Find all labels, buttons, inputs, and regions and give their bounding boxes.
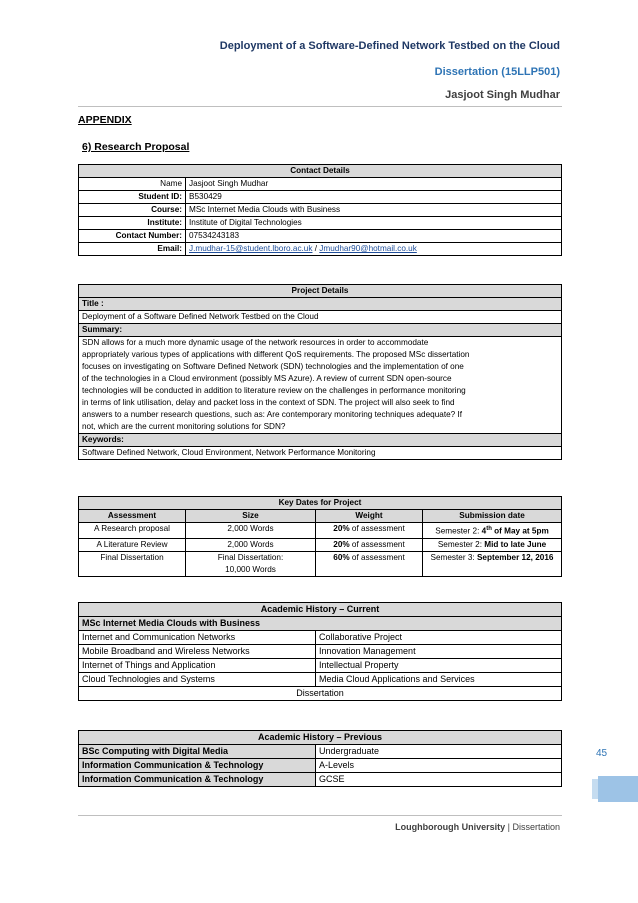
footer-divider bbox=[78, 815, 562, 816]
module-cell: Cloud Technologies and Systems bbox=[79, 673, 316, 687]
table-row bbox=[79, 191, 562, 204]
name-value: Jasjoot Singh Mudhar bbox=[186, 178, 562, 191]
header-title: Deployment of a Software-Defined Network Testbed on the Cloud bbox=[219, 40, 560, 52]
header-module: Dissertation (15LLP501) bbox=[434, 66, 560, 78]
summary-line: in terms of link utilisation, delay and packet loss in the context of SDN. The project will also seek to find bbox=[82, 398, 455, 407]
size-line: 10,000 Words bbox=[225, 564, 276, 574]
summary-line: focuses on investigating on Software Defined Network (SDN) technologies and the implementation of one bbox=[82, 362, 464, 371]
footer-university: Loughborough University bbox=[395, 822, 506, 832]
date-semester: Semester 3: bbox=[430, 552, 477, 562]
date-rest: of May at 5pm bbox=[491, 526, 549, 536]
assessment-cell: A Literature Review bbox=[79, 538, 186, 551]
table-row bbox=[79, 645, 562, 659]
qualification-cell: Information Communication & Technology bbox=[79, 759, 316, 773]
level-cell: A-Levels bbox=[316, 759, 562, 773]
header-author: Jasjoot Singh Mudhar bbox=[445, 89, 560, 101]
date-suffix: th bbox=[486, 526, 492, 532]
course-value: MSc Internet Media Clouds with Business bbox=[186, 204, 562, 217]
size-cell: 2,000 Words bbox=[186, 523, 316, 539]
module-cell: Internet of Things and Application bbox=[79, 659, 316, 673]
summary-line: SDN allows for a much more dynamic usage of the network resources in order to accommodate bbox=[82, 338, 429, 347]
col-submission-date: Submission date bbox=[423, 510, 562, 523]
email-link-student[interactable]: J.mudhar-15@student.lboro.ac.uk bbox=[189, 244, 313, 253]
email-separator: / bbox=[312, 244, 320, 253]
col-weight: Weight bbox=[316, 510, 423, 523]
size-line: Final Dissertation: bbox=[217, 552, 284, 562]
contact-number-label: Contact Number: bbox=[79, 230, 186, 243]
footer bbox=[395, 822, 560, 832]
header-divider bbox=[78, 106, 562, 107]
footer-doc: Dissertation bbox=[512, 822, 560, 832]
table-row bbox=[79, 217, 562, 230]
weight-cell bbox=[316, 523, 423, 539]
section-heading: 6) Research Proposal bbox=[82, 141, 190, 153]
table-row bbox=[79, 673, 562, 687]
email-link-personal[interactable]: Jmudhar90@hotmail.co.uk bbox=[319, 244, 417, 253]
key-dates-heading: Key Dates for Project bbox=[79, 497, 562, 510]
weight-percent: 60% bbox=[333, 552, 350, 562]
project-heading: Project Details bbox=[79, 285, 562, 298]
level-cell: GCSE bbox=[316, 773, 562, 787]
table-row bbox=[79, 759, 562, 773]
keywords-value: Software Defined Network, Cloud Environment, Network Performance Monitoring bbox=[79, 447, 562, 460]
history-current-heading: Academic History – Current bbox=[79, 603, 562, 617]
course-label: Course: bbox=[79, 204, 186, 217]
size-cell bbox=[186, 551, 316, 576]
table-row bbox=[79, 551, 562, 576]
col-size: Size bbox=[186, 510, 316, 523]
key-dates-table bbox=[78, 496, 562, 577]
date-value: Mid to late June bbox=[484, 539, 547, 549]
summary-line: technologies will be conducted in addition to literature review on the challenges in performance monitoring bbox=[82, 386, 466, 395]
email-value bbox=[186, 243, 562, 256]
table-row bbox=[79, 538, 562, 551]
history-previous-table bbox=[78, 730, 562, 787]
contact-number-value: 07534243183 bbox=[186, 230, 562, 243]
table-row bbox=[79, 204, 562, 217]
qualification-cell: BSc Computing with Digital Media bbox=[79, 745, 316, 759]
email-label: Email: bbox=[79, 243, 186, 256]
qualification-cell: Information Communication & Technology bbox=[79, 773, 316, 787]
weight-suffix: of assessment bbox=[349, 552, 405, 562]
table-row bbox=[79, 523, 562, 539]
summary-line: of the technologies in a Cloud environment (possibly MS Azure). A review of current SDN open-source bbox=[82, 374, 452, 383]
date-semester: Semester 2: bbox=[437, 539, 485, 549]
contact-table bbox=[78, 164, 562, 256]
weight-suffix: of assessment bbox=[349, 539, 405, 549]
date-value: September 12, 2016 bbox=[476, 552, 554, 562]
footer-separator: | bbox=[505, 822, 513, 832]
weight-percent: 20% bbox=[333, 539, 350, 549]
module-cell: Collaborative Project bbox=[316, 631, 562, 645]
date-cell bbox=[423, 551, 562, 576]
appendix-heading: APPENDIX bbox=[78, 114, 132, 126]
module-cell: Mobile Broadband and Wireless Networks bbox=[79, 645, 316, 659]
table-row bbox=[79, 631, 562, 645]
weight-suffix: of assessment bbox=[349, 524, 405, 533]
table-row bbox=[79, 659, 562, 673]
summary-text bbox=[79, 337, 562, 434]
institute-label: Institute: bbox=[79, 217, 186, 230]
student-id-label: Student ID: bbox=[79, 191, 186, 204]
table-row bbox=[79, 243, 562, 256]
history-previous-heading: Academic History – Previous bbox=[79, 731, 562, 745]
summary-label: Summary: bbox=[79, 324, 562, 337]
table-row bbox=[79, 773, 562, 787]
date-cell bbox=[423, 538, 562, 551]
weight-cell bbox=[316, 538, 423, 551]
assessment-cell: Final Dissertation bbox=[79, 551, 186, 576]
project-title: Deployment of a Software Defined Network Testbed on the Cloud bbox=[79, 311, 562, 324]
module-cell: Media Cloud Applications and Services bbox=[316, 673, 562, 687]
institute-value: Institute of Digital Technologies bbox=[186, 217, 562, 230]
assessment-cell: A Research proposal bbox=[79, 523, 186, 539]
size-cell: 2,000 Words bbox=[186, 538, 316, 551]
title-label: Title : bbox=[79, 298, 562, 311]
level-cell: Undergraduate bbox=[316, 745, 562, 759]
module-cell: Intellectual Property bbox=[316, 659, 562, 673]
history-current-table bbox=[78, 602, 562, 701]
col-assessment: Assessment bbox=[79, 510, 186, 523]
keywords-label: Keywords: bbox=[79, 434, 562, 447]
contact-heading: Contact Details bbox=[79, 165, 562, 178]
weight-percent: 20% bbox=[333, 524, 350, 533]
table-row bbox=[79, 745, 562, 759]
table-row bbox=[79, 178, 562, 191]
page-number: 45 bbox=[596, 748, 608, 759]
date-day: 4 bbox=[481, 526, 487, 536]
degree-name: MSc Internet Media Clouds with Business bbox=[79, 617, 562, 631]
module-cell: Internet and Communication Networks bbox=[79, 631, 316, 645]
date-semester: Semester 2: bbox=[435, 526, 482, 536]
summary-line: not, which are the current monitoring solutions for SDN? bbox=[82, 422, 286, 431]
page-tab-decoration bbox=[598, 776, 638, 802]
module-cell: Innovation Management bbox=[316, 645, 562, 659]
summary-line: answers to a number research questions, such as: Are contemporary monitoring techniques adequate? If bbox=[82, 410, 463, 419]
dissertation-cell: Dissertation bbox=[79, 687, 562, 701]
name-label: Name bbox=[79, 178, 186, 191]
date-cell bbox=[423, 523, 562, 539]
table-row bbox=[79, 230, 562, 243]
weight-cell bbox=[316, 551, 423, 576]
project-table bbox=[78, 284, 562, 460]
summary-line: appropriately various types of applications with different QoS requirements. The proposed MSc dissertation bbox=[82, 350, 470, 359]
student-id-value: B530429 bbox=[186, 191, 562, 204]
